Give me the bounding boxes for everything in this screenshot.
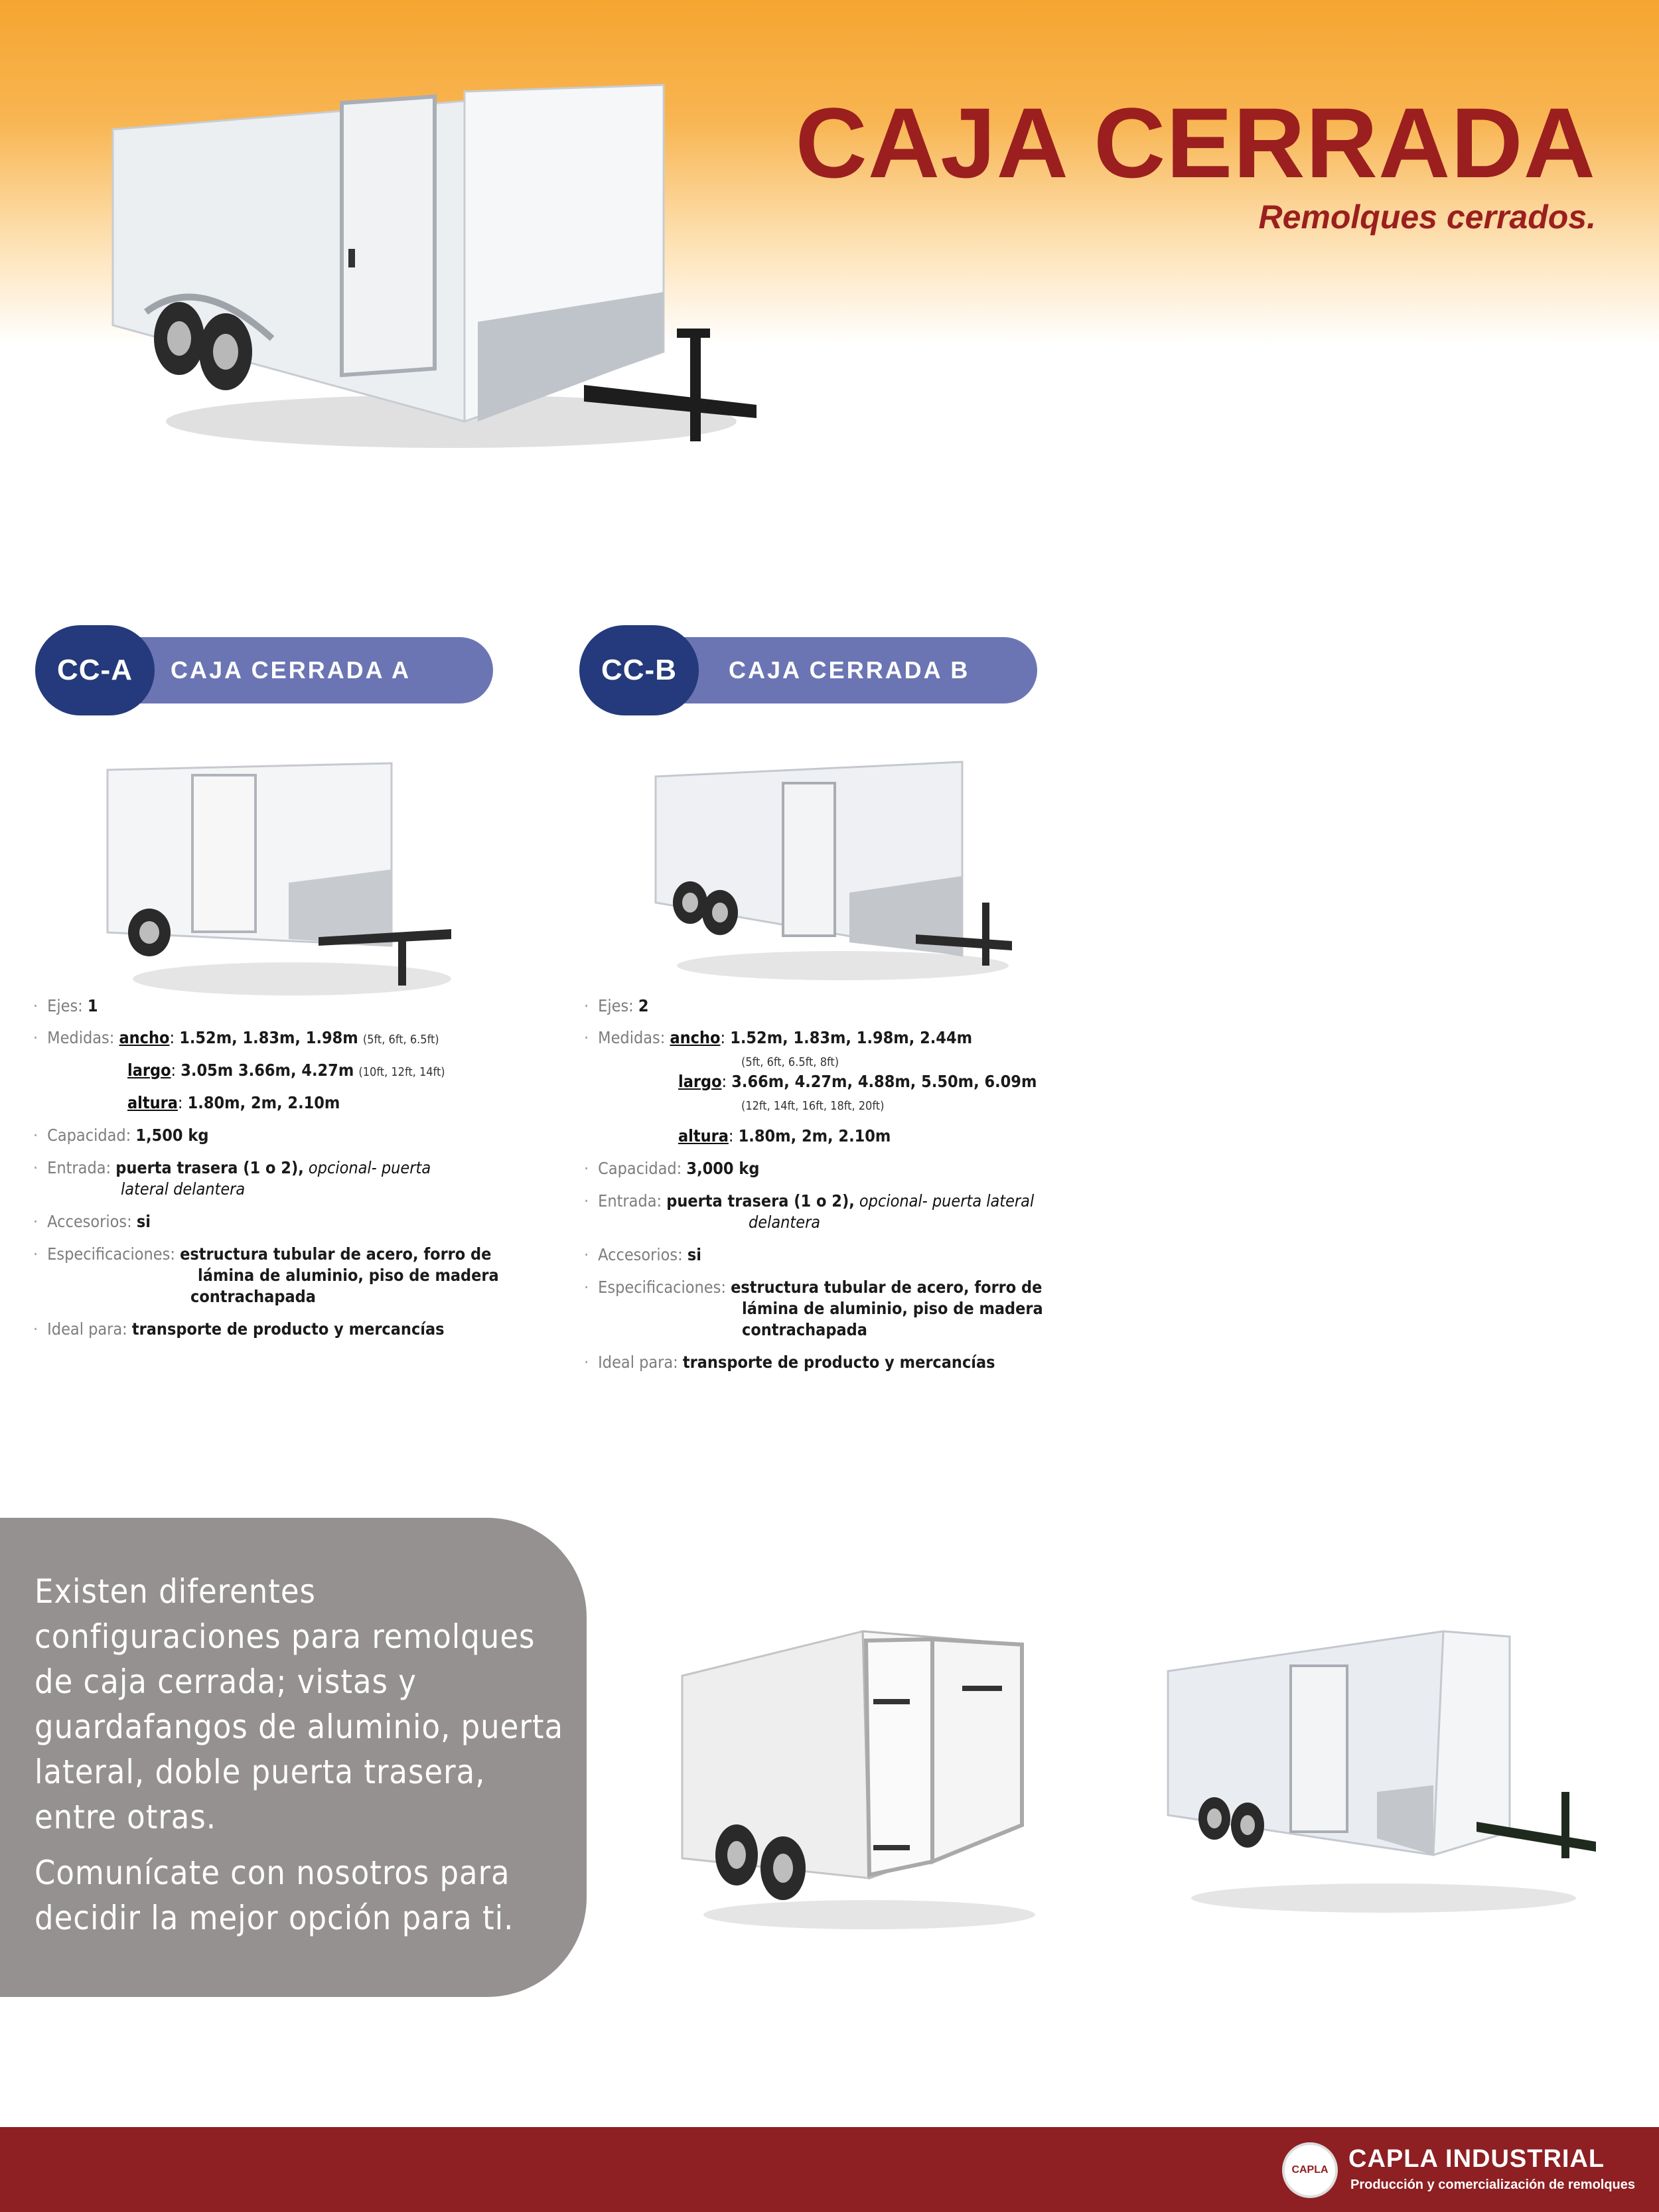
page-subtitle: Remolques cerrados. — [1258, 198, 1596, 236]
model-a-label: CAJA CERRADA A — [171, 656, 411, 684]
model-b-label: CAJA CERRADA B — [729, 656, 970, 684]
capla-logo-text: CAPLA — [1291, 2164, 1329, 2175]
double-door-trailer-image — [677, 1626, 1048, 1931]
model-b-code-badge: CC-B — [579, 625, 699, 715]
model-b-trailer-image — [650, 750, 1022, 982]
hero-trailer-image — [106, 73, 763, 465]
model-a-spec-list: · Ejes: 1 · Medidas: ancho: 1.52m, 1.83m, 1.98m (5ft, 6ft, 6.5ft) largo: 3.05m 3.66m, 4.27m (10ft, 12ft, 14ft) altura: 1.80m, 2m, 2.10m · Capacidad: 1,500 kg · Entrada: puerta trasera (1 o 2), opcional- puerta lateral delantera · Accesorios: si · Especificaciones: estructura tubular de acero, forro de lámina de aluminio, piso de madera contrachapada · Ideal para: transporte de producto y mercancías — [33, 996, 499, 1339]
brand-tagline: Producción y comercialización de remolques — [1350, 2177, 1636, 2192]
model-b-spec-list: · Ejes: 2 · Medidas: ancho: 1.52m, 1.83m, 1.98m, 2.44m (5ft, 6ft, 6.5ft, 8ft) largo: 3.66m, 4.27m, 4.88m, 5.50m, 6.09m (12ft, 14ft, 16ft, 18ft, 20ft) altura: 1.80m, 2m, 2.10m · Capacidad: 3,000 kg · Entrada: puerta trasera (1 o 2), opcional- puerta lateral delantera · Accesorios: si · Especificaciones: estructura tubular de acero, forro de lámina de aluminio, piso de madera contrachapada · Ideal para: transporte de producto y mercancías — [584, 996, 1043, 1372]
page-title: CAJA CERRADA — [795, 87, 1596, 198]
info-text: Existen diferentes configuraciones para remolques de caja cerrada; vistas y guardafangos de aluminio, puerta lateral, doble puerta trasera, entre otras. Comunícate con nosotros para decidir la mejor opción para ti. — [35, 1572, 564, 1937]
model-a-trailer-image — [100, 757, 458, 995]
side-door-trailer-image — [1165, 1626, 1603, 1931]
capla-logo — [1282, 2142, 1338, 2198]
model-a-code-badge: CC-A — [35, 625, 155, 715]
brand-name: CAPLA INDUSTRIAL — [1348, 2145, 1605, 2173]
model-a-header — [96, 637, 493, 703]
model-b-header — [640, 637, 1037, 703]
